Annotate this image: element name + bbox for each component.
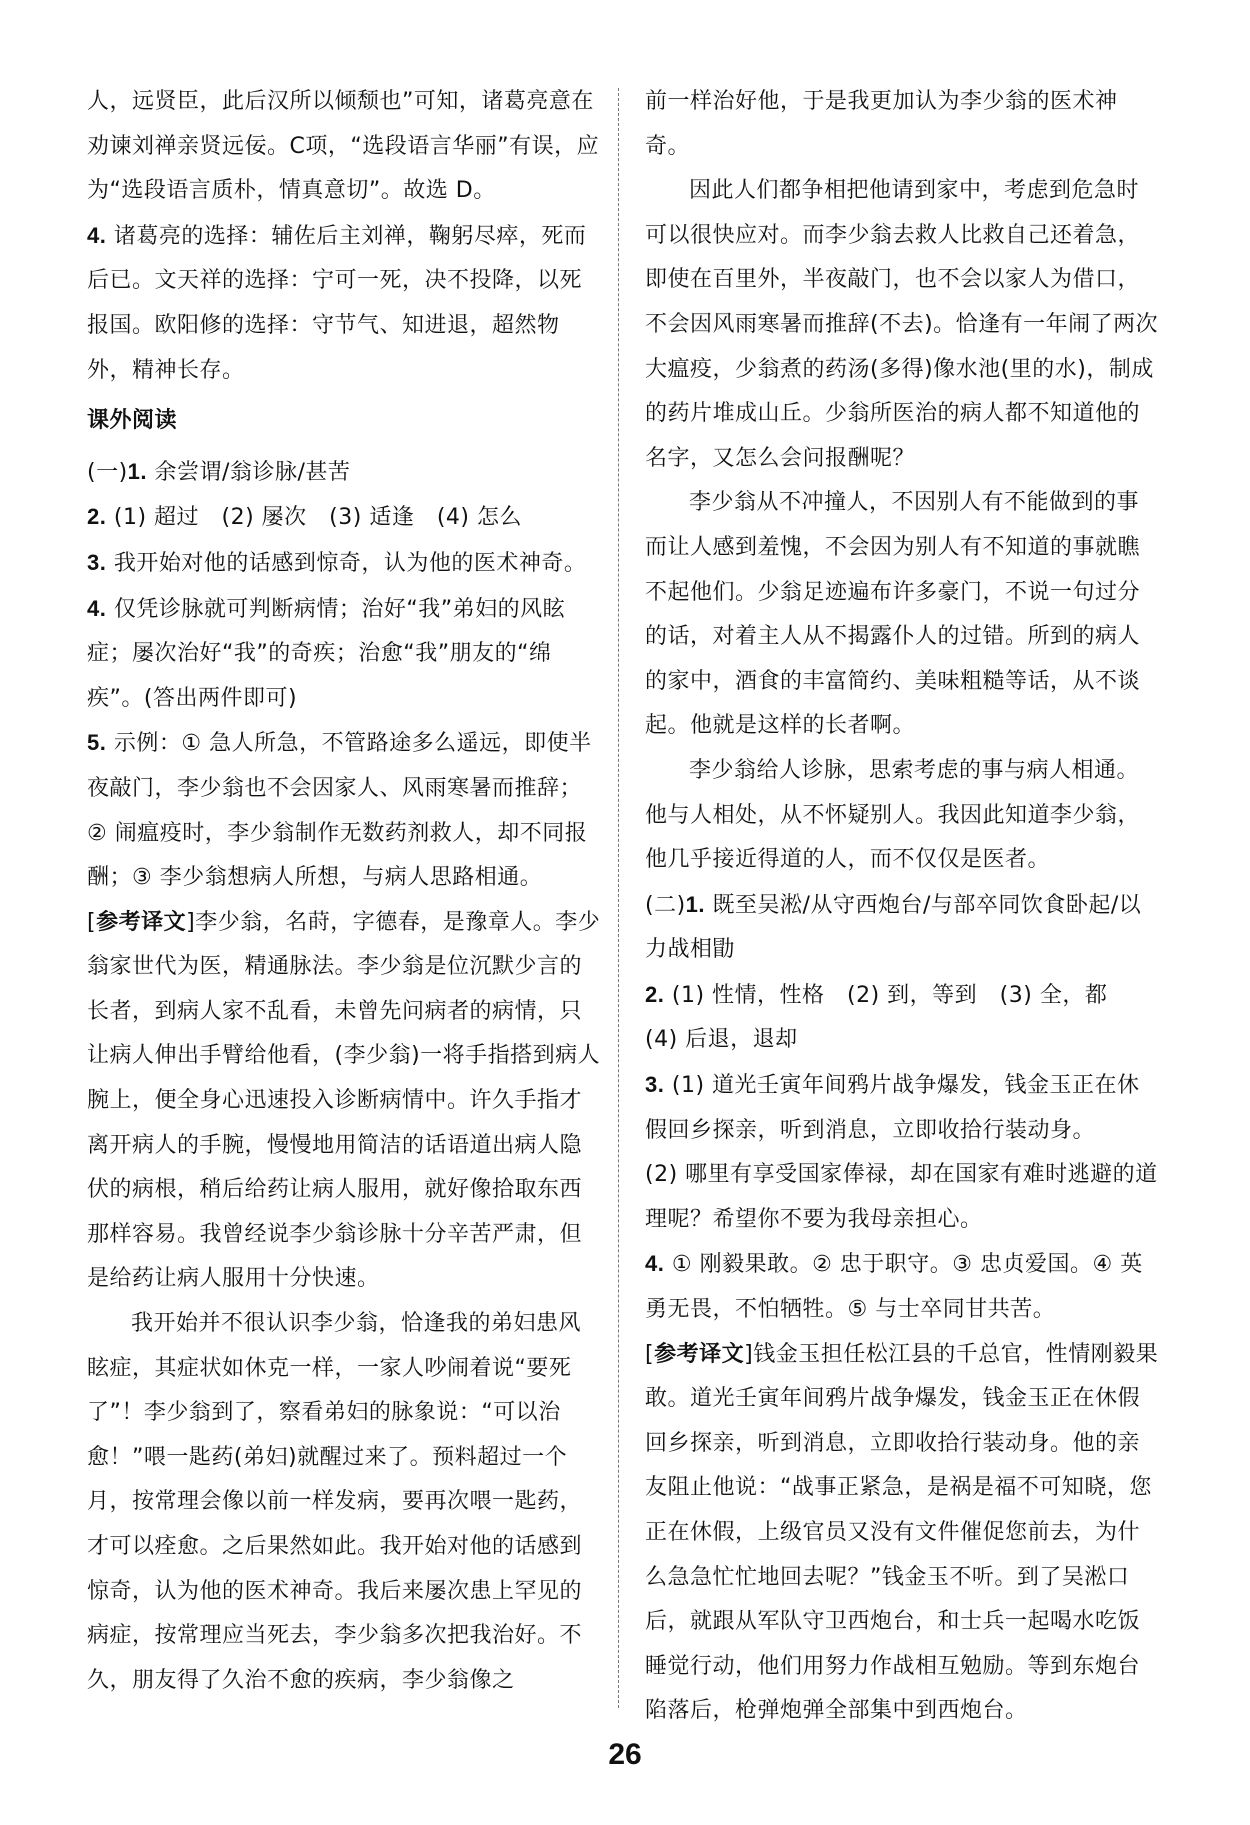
question-number: 4. [87, 595, 107, 621]
question-4 [87, 214, 602, 393]
answer-paragraph: 人，远贤臣，此后汉所以倾颓也”可知，诸葛亮意在劝谏刘禅亲贤远佞。C项，“选段语言华丽”有误，应为“选段语言质朴，情真意切”。故选 D。 [87, 89, 600, 204]
question-number: 3. [645, 1072, 665, 1098]
page-number: 26 [608, 1738, 642, 1771]
reference-tag: [参考译文] [645, 1341, 754, 1367]
reference-paragraph: 我开始并不很认识李少翁，恰逢我的弟妇患风眩症，其症状如休克一样，一家人吵闹着说“要死了”！李少翁到了，察看弟妇的脉象说：“可以治愈！”喂一匙药(弟妇)就醒过来了。预料超过一个月，按常理会像以前一样发病，要再次喂一匙药，才可以痊愈。之后果然如此。我开始对他的话感到惊奇，认为他的医术神奇。我后来屡次患上罕见的病症，按常理应当死去，李少翁多次把我治好。不久，朋友得了久治不愈的疾病，李少翁像之 [87, 1311, 583, 1693]
section-prefix: (二) [645, 892, 686, 918]
sub-question-1-2 [87, 495, 602, 541]
question-number: 1. [685, 891, 706, 917]
section-title: 课外阅读 [87, 408, 178, 434]
sub-question-2-3 [645, 1063, 1160, 1153]
sub-question-2-2 [645, 973, 1160, 1063]
left-column [87, 80, 602, 1703]
sub-question-1-5 [87, 721, 602, 900]
column-divider [618, 88, 619, 1708]
question-text: (1) 道光壬寅年间鸦片战争爆发，钱金玉正在休假回乡探亲，听到消息，立即收拾行装动身。 [645, 1073, 1140, 1143]
question-text: ① 刚毅果敢。② 忠于职守。③ 忠贞爱国。④ 英勇无畏，不怕牺牲。⑤ 与士卒同甘共苦。 [645, 1252, 1143, 1323]
reference-translation-2 [645, 1333, 1160, 1734]
question-number: 1. [127, 458, 148, 484]
section-prefix: (一) [87, 459, 128, 485]
reference-paragraph: 因此人们都争相把他请到家中，考虑到危急时可以很快应对。而李少翁去救人比救自己还着急，即使在百里外，半夜敲门，也不会以家人为借口，不会因风雨寒暑而推辞(不去)。恰逢有一年闹了两次大瘟疫，少翁煮的药汤(多得)像水池(里的水)，制成的药片堆成山丘。少翁所医治的病人都不知道他的名字，又怎么会问报酬呢？ [645, 178, 1159, 471]
question-number: 2. [87, 504, 107, 530]
reference-translation-1 [87, 901, 602, 1302]
reference-text: 李少翁，名莳，字德春，是豫章人。李少翁家世代为医，精通脉法。李少翁是位沉默少言的长者，到病人家不乱看，未曾先问病者的病情，只让病人伸出手臂给他看，(李少翁)一将手指搭到病人腕上，便全身心迅速投入诊断病情中。许久手指才离开病人的手腕，慢慢地用简洁的话语道出病人隐伏的病根，稍后给药让病人服用，就好像拾取东西那样容易。我曾经说李少翁诊脉十分辛苦严肃，但是给药让病人服用十分快速。 [87, 909, 601, 1292]
reference-tag: [参考译文] [87, 909, 196, 935]
sub-question-2-4 [645, 1242, 1160, 1332]
sub-question-1-3 [87, 541, 602, 587]
question-number: 5. [87, 730, 107, 756]
question-text: 诸葛亮的选择：辅佐后主刘禅，鞠躬尽瘁，死而后已。文天祥的选择：宁可一死，决不投降，以死报国。欧阳修的选择：守节气、知进退，超然物外，精神长存。 [87, 223, 587, 383]
right-column [645, 80, 1160, 1734]
question-number: 4. [87, 222, 107, 248]
sub-question-2-1 [645, 883, 1160, 973]
question-number: 4. [645, 1251, 665, 1277]
sub-question-2-3-part-2: (2) 哪里有享受国家俸禄，却在国家有难时逃避的道理呢？希望你不要为我母亲担心。 [645, 1162, 1158, 1232]
sub-question-1-4 [87, 587, 602, 722]
question-text: 仅凭诊脉就可判断病情；治好“我”弟妇的风眩症；屡次治好“我”的奇疾；治愈“我”朋友的“绵疾”。(答出两件即可) [87, 596, 566, 711]
question-text: 余尝谓/翁诊脉/甚苦 [154, 459, 351, 485]
reference-paragraph: 前一样治好他，于是我更加认为李少翁的医术神奇。 [645, 89, 1118, 159]
question-text: (1) 超过 (2) 屡次 (3) 适逢 (4) 怎么 [113, 505, 522, 531]
question-text: (1) 性情，性格 (2) 到，等到 (3) 全，都 (4) 后退，退却 [645, 982, 1130, 1053]
sub-question-1-1 [87, 450, 602, 496]
question-number: 3. [87, 549, 107, 575]
reference-paragraph: 李少翁从不冲撞人，不因别人有不能做到的事而让人感到羞愧，不会因为别人有不知道的事就瞧不起他们。少翁足迹遍布许多豪门，不说一句过分的话，对着主人从不揭露仆人的过错。所到的病人的家中，酒食的丰富简约、美味粗糙等话，从不谈起。他就是这样的长者啊。 [645, 490, 1141, 739]
reference-text: 钱金玉担任松江县的千总官，性情刚毅果敢。道光壬寅年间鸦片战争爆发，钱金玉正在休假回乡探亲，听到消息，立即收拾行装动身。他的亲友阻止他说：“战事正紧急，是祸是福不可知晓，您正在休假，上级官员又没有文件催促您前去，为什么急急忙忙地回去呢？”钱金玉不听。到了吴淞口后，就跟从军队守卫西炮台，和士兵一起喝水吃饭睡觉行动，他们用努力作战相互勉励。等到东炮台陷落后，枪弹炮弹全部集中到西炮台。 [645, 1341, 1159, 1724]
question-text: 我开始对他的话感到惊奇，认为他的医术神奇。 [113, 550, 587, 576]
question-text: 示例：① 急人所急，不管路途多么遥远，即使半夜敲门，李少翁也不会因家人、风雨寒暑而推辞；② 闹瘟疫时，李少翁制作无数药剂救人，却不同报酬；③ 李少翁想病人所想，与病人思路相通。 [87, 731, 592, 891]
question-text: 既至吴淞/从守西炮台/与部卒同饮食卧起/以力战相勖 [645, 892, 1142, 963]
reference-paragraph: 李少翁给人诊脉，思索考虑的事与病人相通。他与人相处，从不怀疑别人。我因此知道李少翁，他几乎接近得道的人，而不仅仅是医者。 [645, 757, 1141, 873]
question-number: 2. [645, 981, 665, 1007]
